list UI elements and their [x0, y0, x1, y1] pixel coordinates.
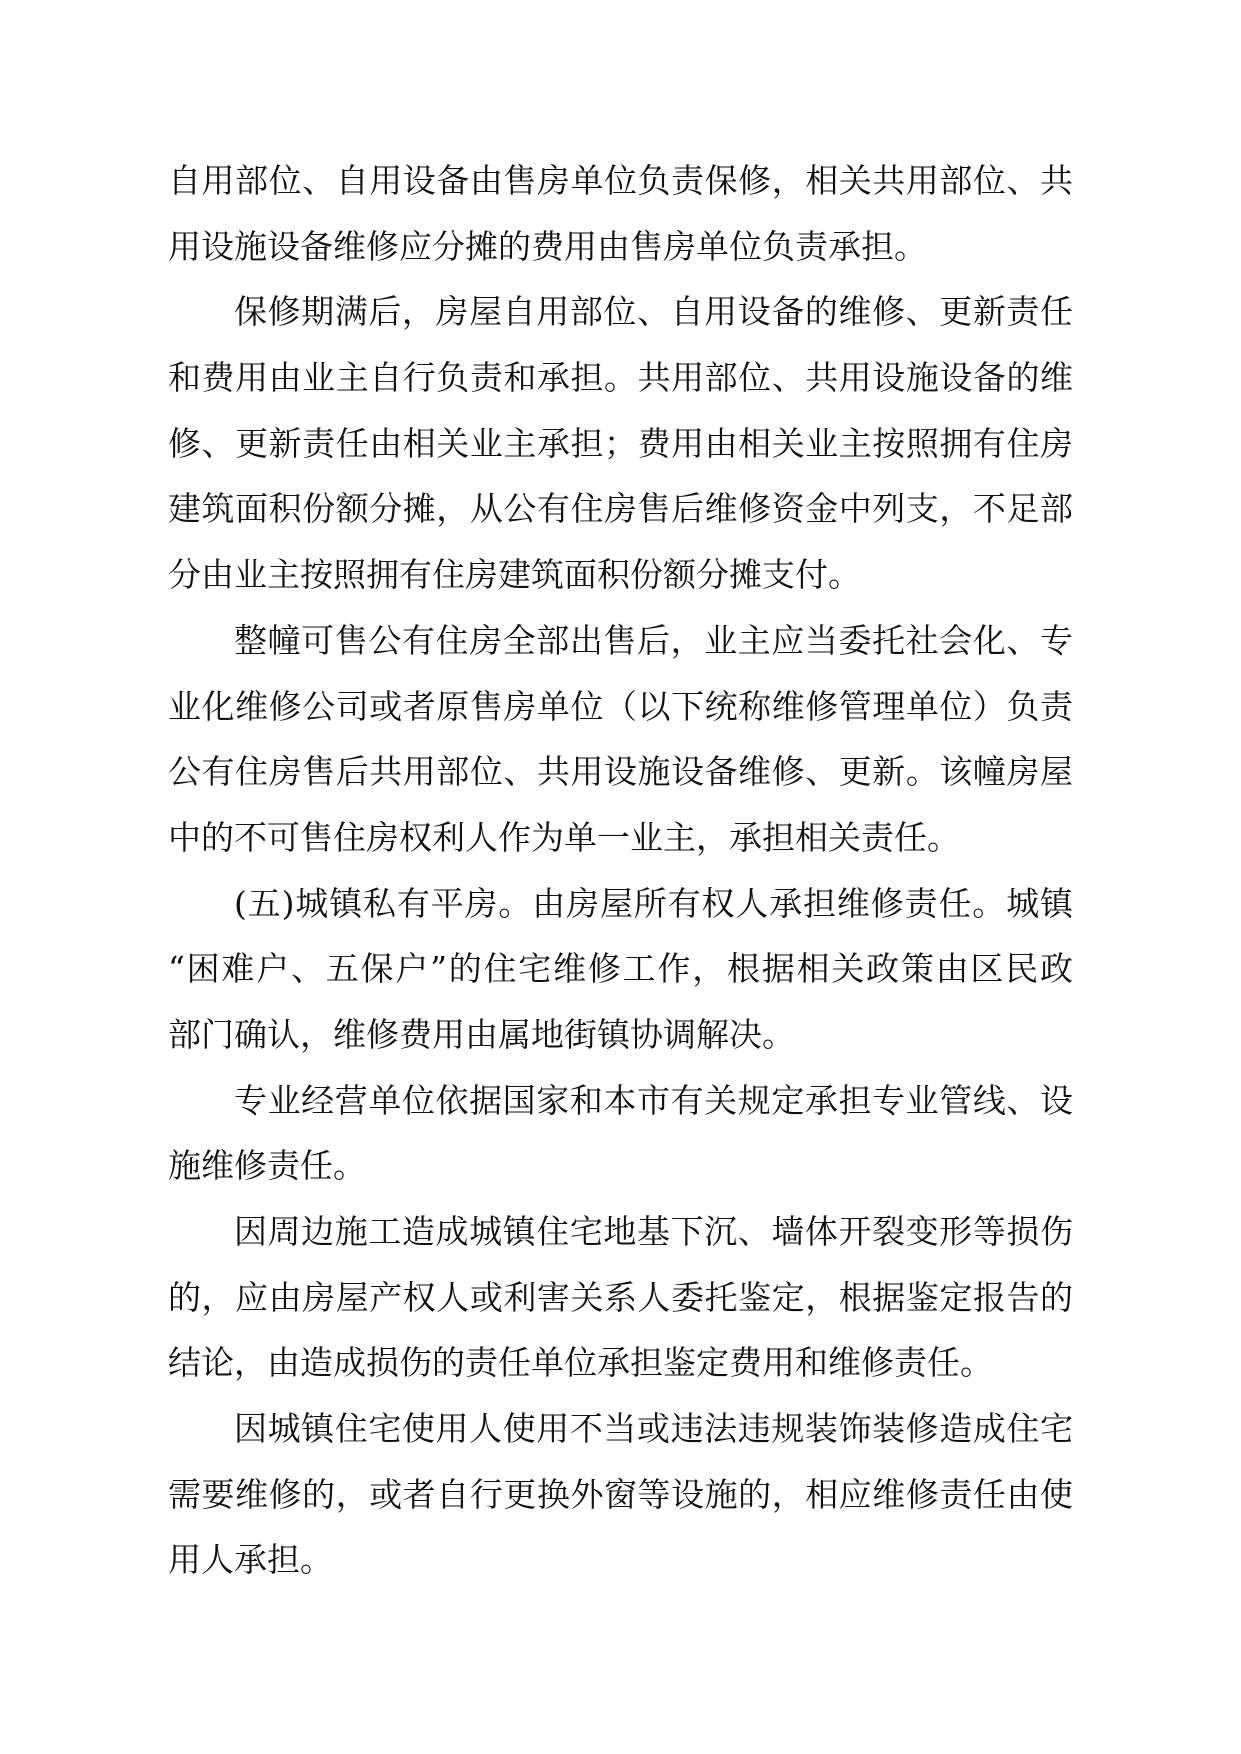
text-line: 整幢可售公有住房全部出售后，业主应当委托社会化、专	[234, 620, 1073, 660]
text-line: 用设施设备维修应分摊的费用由售房单位负责承担。	[168, 226, 927, 266]
text-line: 因城镇住宅使用人使用不当或违法违规装饰装修造成住宅	[234, 1409, 1073, 1449]
text-line: 自用部位、自用设备由售房单位负责保修，相关共用部位、共	[168, 161, 1073, 200]
text-line: 的，应由房屋产权人或利害关系人委托鉴定，根据鉴定报告的	[168, 1277, 1073, 1317]
text-line: 建筑面积份额分摊，从公有住房售后维修资金中列支，不足部	[168, 489, 1073, 529]
text-line: 修、更新责任由相关业主承担；费用由相关业主按照拥有住房	[168, 423, 1073, 463]
text-line: 因周边施工造成城镇住宅地基下沉、墙体开裂变形等损伤	[234, 1212, 1073, 1251]
text-line: 业化维修公司或者原售房单位（以下统称维修管理单位）负责	[168, 686, 1073, 726]
text-line: (五)城镇私有平房。由房屋所有权人承担维修责任。城镇	[234, 883, 1073, 923]
document-body	[168, 148, 1073, 1593]
text-line: 专业经营单位依据国家和本市有关规定承担专业管线、设	[234, 1080, 1073, 1120]
text-line: “困难户、五保户”的住宅维修工作，根据相关政策由区民政	[168, 949, 1073, 989]
text-line: 中的不可售住房权利人作为单一业主，承担相关责任。	[168, 817, 960, 857]
text-line: 分由业主按照拥有住房建筑面积份额分摊支付。	[168, 555, 861, 595]
text-line: 施维修责任。	[168, 1146, 366, 1186]
text-line: 部门确认，维修费用由属地街镇协调解决。	[168, 1014, 795, 1054]
text-line: 用人承担。	[168, 1540, 333, 1580]
text-line: 保修期满后，房屋自用部位、自用设备的维修、更新责任	[234, 292, 1073, 332]
text-line: 需要维修的，或者自行更换外窗等设施的，相应维修责任由使	[168, 1474, 1073, 1514]
text-line: 和费用由业主自行负责和承担。共用部位、共用设施设备的维	[168, 358, 1073, 398]
text-line: 结论，由造成损伤的责任单位承担鉴定费用和维修责任。	[168, 1343, 993, 1383]
text-line: 公有住房售后共用部位、共用设施设备维修、更新。该幢房屋	[168, 752, 1073, 792]
